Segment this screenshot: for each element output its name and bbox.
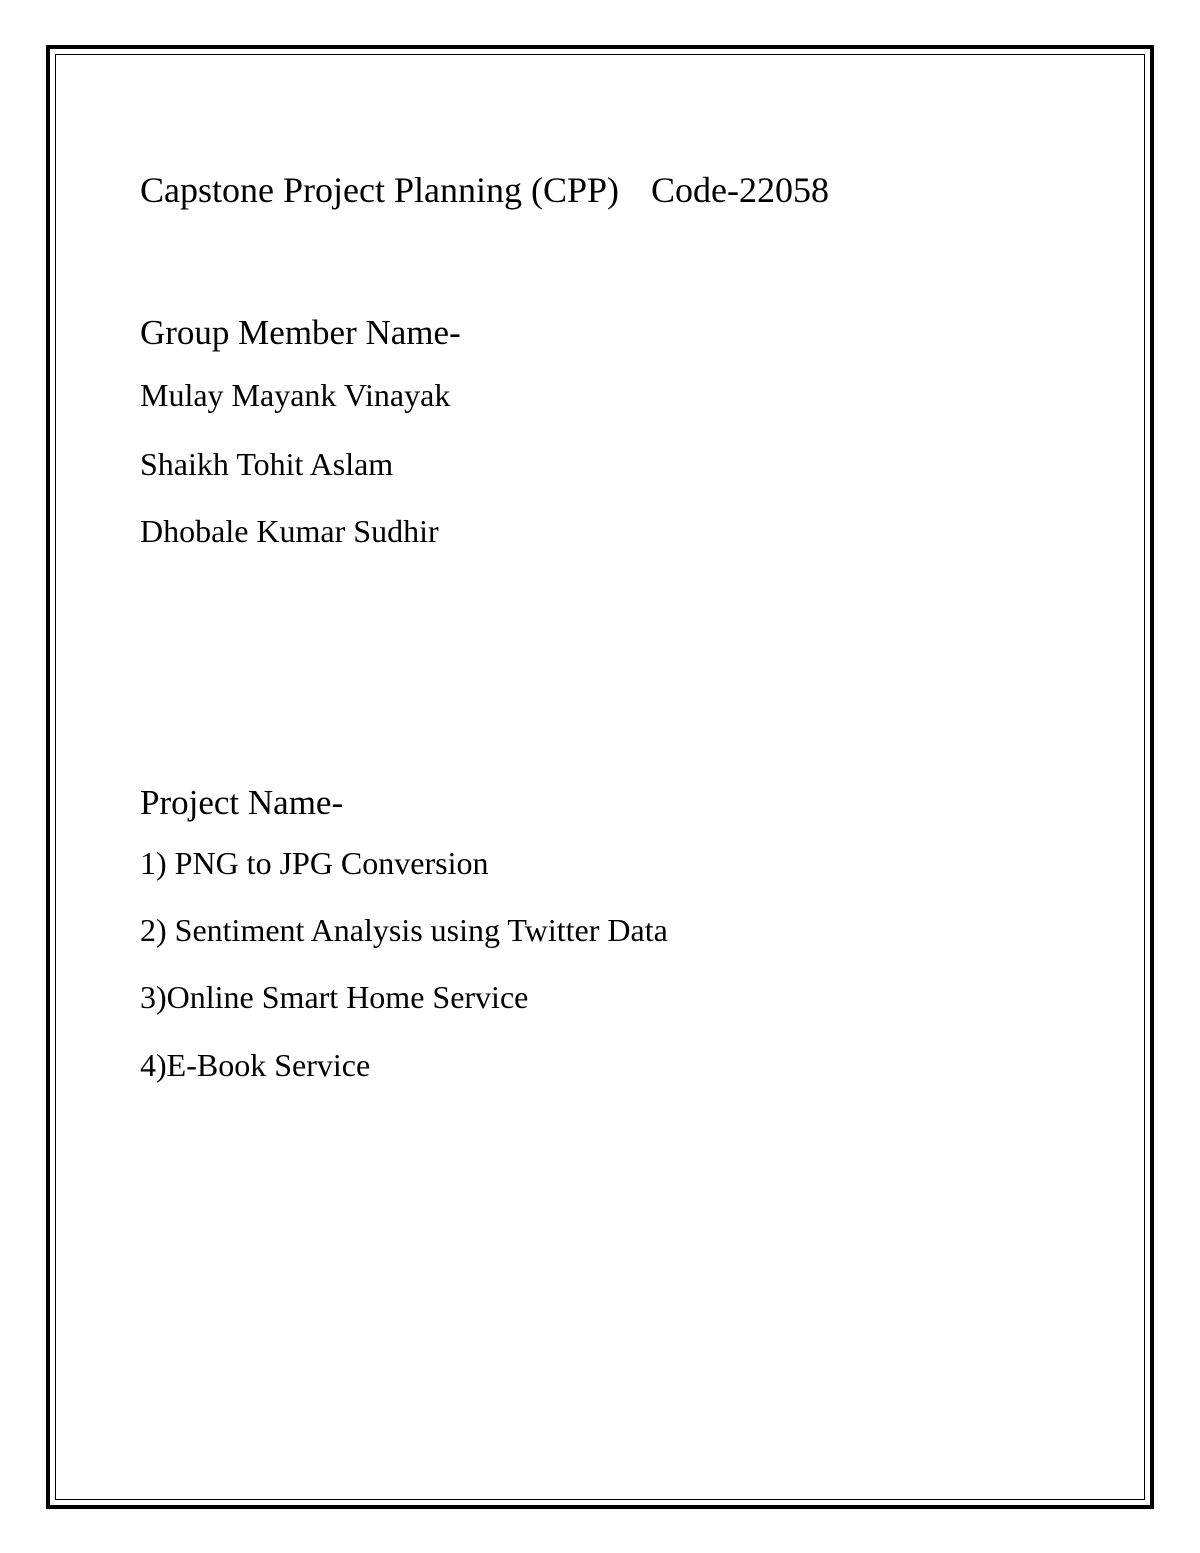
group-member-name: Mulay Mayank Vinayak	[140, 377, 451, 413]
project-list-item: 3)Online Smart Home Service	[140, 979, 529, 1015]
document-title: Capstone Project Planning (CPP)	[140, 170, 619, 210]
project-list-item: 4)E-Book Service	[140, 1047, 371, 1083]
group-members-heading: Group Member Name-	[140, 313, 461, 352]
project-list-item: 1) PNG to JPG Conversion	[140, 845, 489, 881]
project-list-item: 2) Sentiment Analysis using Twitter Data	[140, 912, 668, 948]
project-name-heading: Project Name-	[140, 783, 344, 822]
course-code: Code-22058	[651, 170, 829, 210]
document-title-line	[140, 172, 829, 208]
group-member-name: Dhobale Kumar Sudhir	[140, 513, 439, 549]
page-inner-border	[55, 54, 1145, 1500]
group-member-name: Shaikh Tohit Aslam	[140, 446, 394, 482]
